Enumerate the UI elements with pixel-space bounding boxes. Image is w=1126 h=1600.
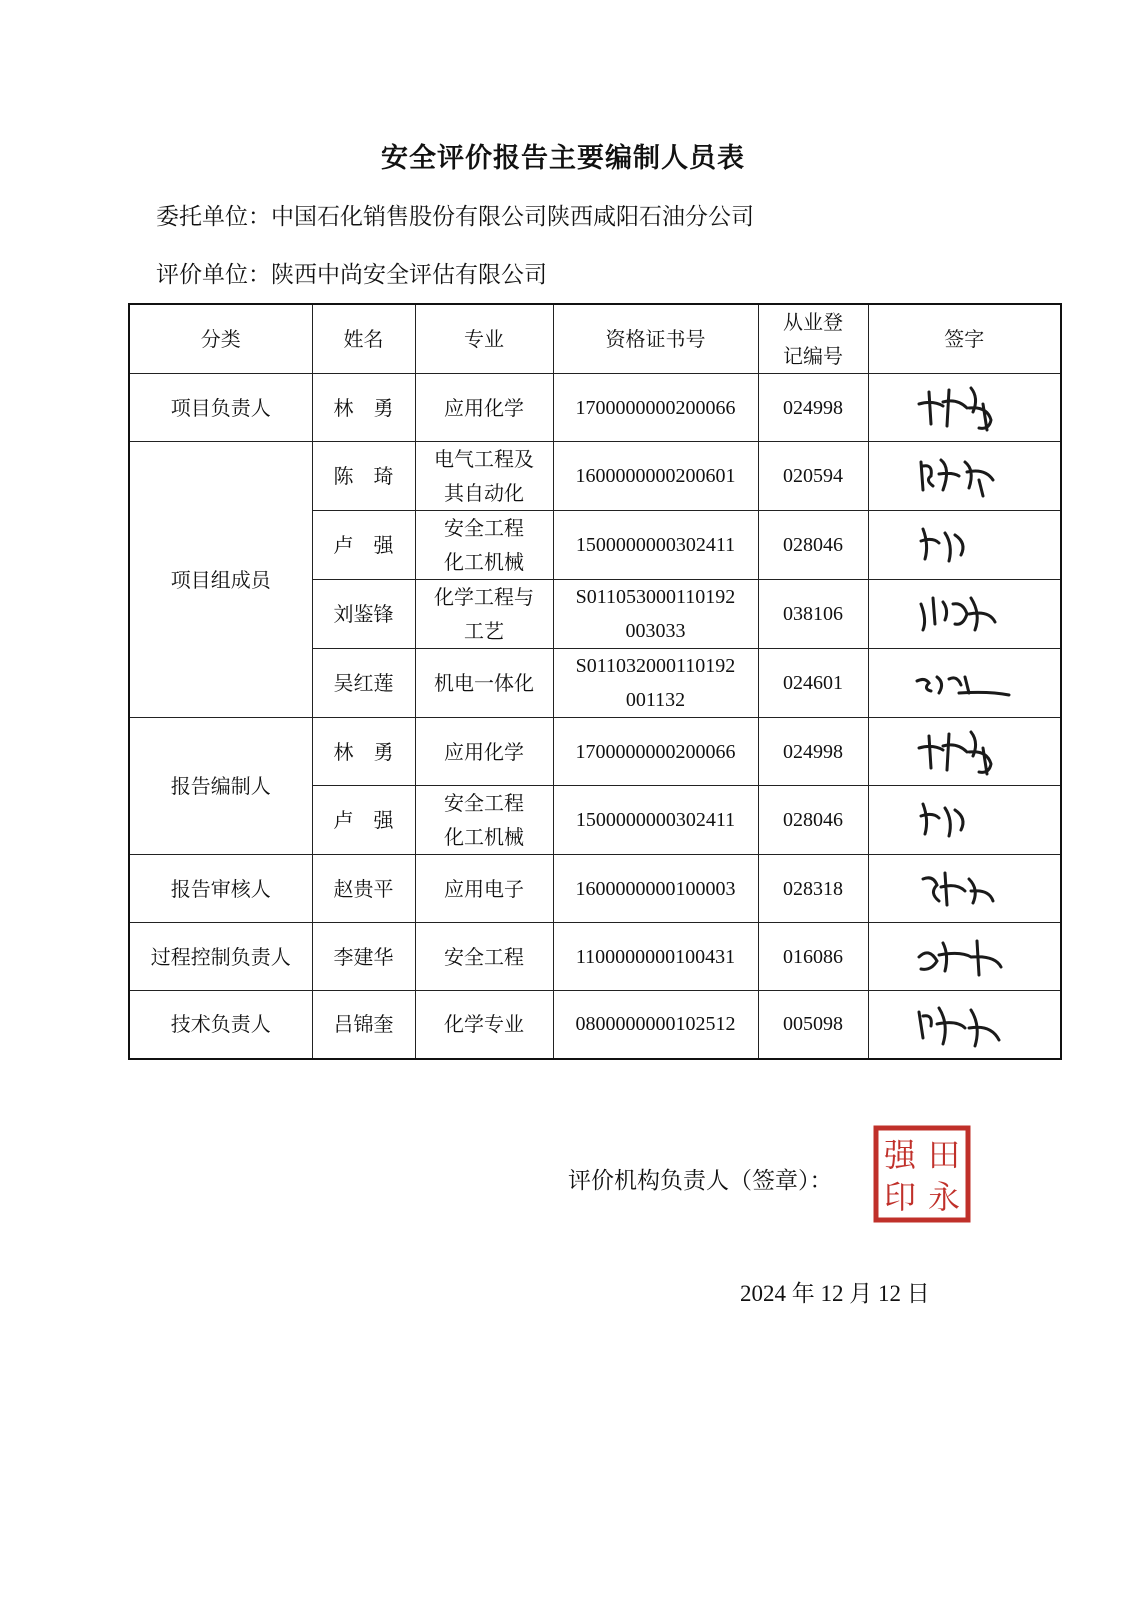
header-reg-line2: 记编号 bbox=[783, 344, 843, 368]
cell-cert-line: 001132 bbox=[625, 689, 686, 711]
cell-major-line: 化学工程与 bbox=[434, 585, 534, 609]
cell-category: 报告编制人 bbox=[129, 718, 312, 855]
header-signature: 签字 bbox=[868, 304, 1061, 374]
cell-signature bbox=[868, 718, 1061, 786]
cell-major bbox=[415, 855, 553, 923]
table-row bbox=[129, 855, 1061, 923]
cell-reg: 024601 bbox=[758, 649, 868, 718]
sign-label: 评价机构负责人（签章）： bbox=[568, 1168, 833, 1194]
cell-cert-line: 1500000000302411 bbox=[575, 809, 736, 831]
svg-text:田: 田 bbox=[927, 1136, 961, 1174]
cell-major-line: 机电一体化 bbox=[434, 671, 534, 695]
cell-reg: 028318 bbox=[758, 855, 868, 923]
cell-cert bbox=[553, 855, 758, 923]
cell-major-line: 安全工程 bbox=[444, 791, 524, 815]
handwritten-signature bbox=[894, 994, 1034, 1054]
cell-major-line: 化工机械 bbox=[444, 550, 524, 574]
cell-major bbox=[415, 374, 553, 442]
cell-cert bbox=[553, 923, 758, 991]
cell-major bbox=[415, 649, 553, 718]
cell-name: 赵贵平 bbox=[312, 855, 415, 923]
cell-major-line: 应用电子 bbox=[444, 876, 524, 901]
client-line bbox=[156, 198, 754, 231]
cell-category: 项目负责人 bbox=[129, 374, 312, 442]
cell-reg: 028046 bbox=[758, 511, 868, 580]
cell-category: 过程控制负责人 bbox=[129, 923, 312, 991]
cell-signature bbox=[868, 649, 1061, 718]
cell-name: 李建华 bbox=[312, 923, 415, 991]
cell-name: 卢 强 bbox=[312, 786, 415, 855]
svg-text:印: 印 bbox=[883, 1178, 917, 1216]
cell-cert-line: S011032000110192 bbox=[575, 655, 736, 677]
handwritten-signature bbox=[894, 790, 1034, 850]
cell-category: 技术负责人 bbox=[129, 991, 312, 1059]
cell-major-line: 电气工程及 bbox=[434, 447, 534, 471]
cell-major bbox=[415, 580, 553, 649]
table-body bbox=[129, 374, 1061, 1059]
handwritten-signature bbox=[894, 378, 1034, 438]
cell-major-line: 化工机械 bbox=[444, 825, 524, 849]
cell-reg: 024998 bbox=[758, 374, 868, 442]
cell-major bbox=[415, 786, 553, 855]
cell-cert-line: 1100000000100431 bbox=[575, 945, 736, 968]
header-reg bbox=[758, 304, 868, 374]
cell-name: 刘鉴锋 bbox=[312, 580, 415, 649]
header-category: 分类 bbox=[129, 304, 312, 374]
cell-major bbox=[415, 991, 553, 1059]
header-name: 姓名 bbox=[312, 304, 415, 374]
cell-reg: 020594 bbox=[758, 442, 868, 511]
cell-cert-line: 1700000000200066 bbox=[575, 396, 736, 419]
cell-name: 卢 强 bbox=[312, 511, 415, 580]
table-row bbox=[129, 442, 1061, 511]
cell-major-line: 应用化学 bbox=[444, 395, 524, 420]
evaluator-value: 陕西中尚安全评估有限公司 bbox=[271, 262, 547, 288]
page-title: 安全评价报告主要编制人员表 bbox=[381, 143, 745, 174]
cell-signature bbox=[868, 991, 1061, 1059]
header-major: 专业 bbox=[415, 304, 553, 374]
table-row bbox=[129, 923, 1061, 991]
cell-category: 报告审核人 bbox=[129, 855, 312, 923]
cell-name: 林 勇 bbox=[312, 374, 415, 442]
cell-signature bbox=[868, 374, 1061, 442]
cell-major bbox=[415, 511, 553, 580]
handwritten-signature bbox=[894, 584, 1034, 644]
cell-cert bbox=[553, 991, 758, 1059]
cell-category: 项目组成员 bbox=[129, 442, 312, 718]
evaluator-line bbox=[156, 256, 547, 289]
header-reg-line1: 从业登 bbox=[783, 310, 843, 334]
document-date: 2024 年 12 月 12 日 bbox=[740, 1281, 930, 1306]
handwritten-signature bbox=[894, 446, 1034, 506]
table-row bbox=[129, 374, 1061, 442]
cell-signature bbox=[868, 511, 1061, 580]
client-label: 委托单位： bbox=[156, 204, 271, 230]
cell-signature bbox=[868, 923, 1061, 991]
cell-major-line: 应用化学 bbox=[444, 739, 524, 764]
cell-cert bbox=[553, 442, 758, 511]
cell-cert bbox=[553, 649, 758, 718]
svg-text:强: 强 bbox=[883, 1136, 917, 1174]
cell-cert-line: 0800000000102512 bbox=[575, 1013, 736, 1036]
cell-reg: 005098 bbox=[758, 991, 868, 1059]
cell-signature bbox=[868, 442, 1061, 511]
cell-cert-line: 1600000000200601 bbox=[575, 465, 736, 487]
cell-cert bbox=[553, 718, 758, 786]
table-row bbox=[129, 718, 1061, 786]
cell-cert bbox=[553, 580, 758, 649]
handwritten-signature bbox=[894, 927, 1034, 987]
cell-major bbox=[415, 442, 553, 511]
handwritten-signature bbox=[894, 653, 1034, 713]
cell-cert bbox=[553, 511, 758, 580]
handwritten-signature bbox=[894, 515, 1034, 575]
cell-cert-line: 1600000000100003 bbox=[575, 877, 736, 900]
cell-reg: 028046 bbox=[758, 786, 868, 855]
cell-reg: 016086 bbox=[758, 923, 868, 991]
cell-major-line: 化学专业 bbox=[444, 1012, 524, 1037]
svg-text:永: 永 bbox=[927, 1178, 961, 1216]
staff-table bbox=[128, 303, 1062, 1060]
cell-cert bbox=[553, 786, 758, 855]
cell-cert-line: 1700000000200066 bbox=[575, 740, 736, 763]
cell-cert-line: 003033 bbox=[625, 620, 686, 642]
handwritten-signature bbox=[894, 859, 1034, 919]
cell-major bbox=[415, 923, 553, 991]
cell-signature bbox=[868, 580, 1061, 649]
cell-name: 林 勇 bbox=[312, 718, 415, 786]
cell-cert bbox=[553, 374, 758, 442]
cell-cert-line: 1500000000302411 bbox=[575, 534, 736, 556]
table-row bbox=[129, 991, 1061, 1059]
cell-signature bbox=[868, 786, 1061, 855]
official-seal-stamp bbox=[872, 1124, 972, 1224]
cell-name: 陈 琦 bbox=[312, 442, 415, 511]
cell-name: 吴红莲 bbox=[312, 649, 415, 718]
cell-reg: 024998 bbox=[758, 718, 868, 786]
cell-major-line: 安全工程 bbox=[444, 944, 524, 969]
evaluator-label: 评价单位： bbox=[156, 262, 271, 288]
cell-cert-line: S011053000110192 bbox=[575, 586, 736, 608]
cell-signature bbox=[868, 855, 1061, 923]
cell-major-line: 安全工程 bbox=[444, 516, 524, 540]
cell-reg: 038106 bbox=[758, 580, 868, 649]
table-header-row bbox=[129, 304, 1061, 374]
cell-major-line: 工艺 bbox=[464, 619, 504, 643]
client-value: 中国石化销售股份有限公司陕西咸阳石油分公司 bbox=[271, 204, 754, 230]
cell-name: 吕锦奎 bbox=[312, 991, 415, 1059]
header-cert: 资格证书号 bbox=[553, 304, 758, 374]
cell-major-line: 其自动化 bbox=[444, 481, 524, 505]
cell-major bbox=[415, 718, 553, 786]
handwritten-signature bbox=[894, 722, 1034, 782]
